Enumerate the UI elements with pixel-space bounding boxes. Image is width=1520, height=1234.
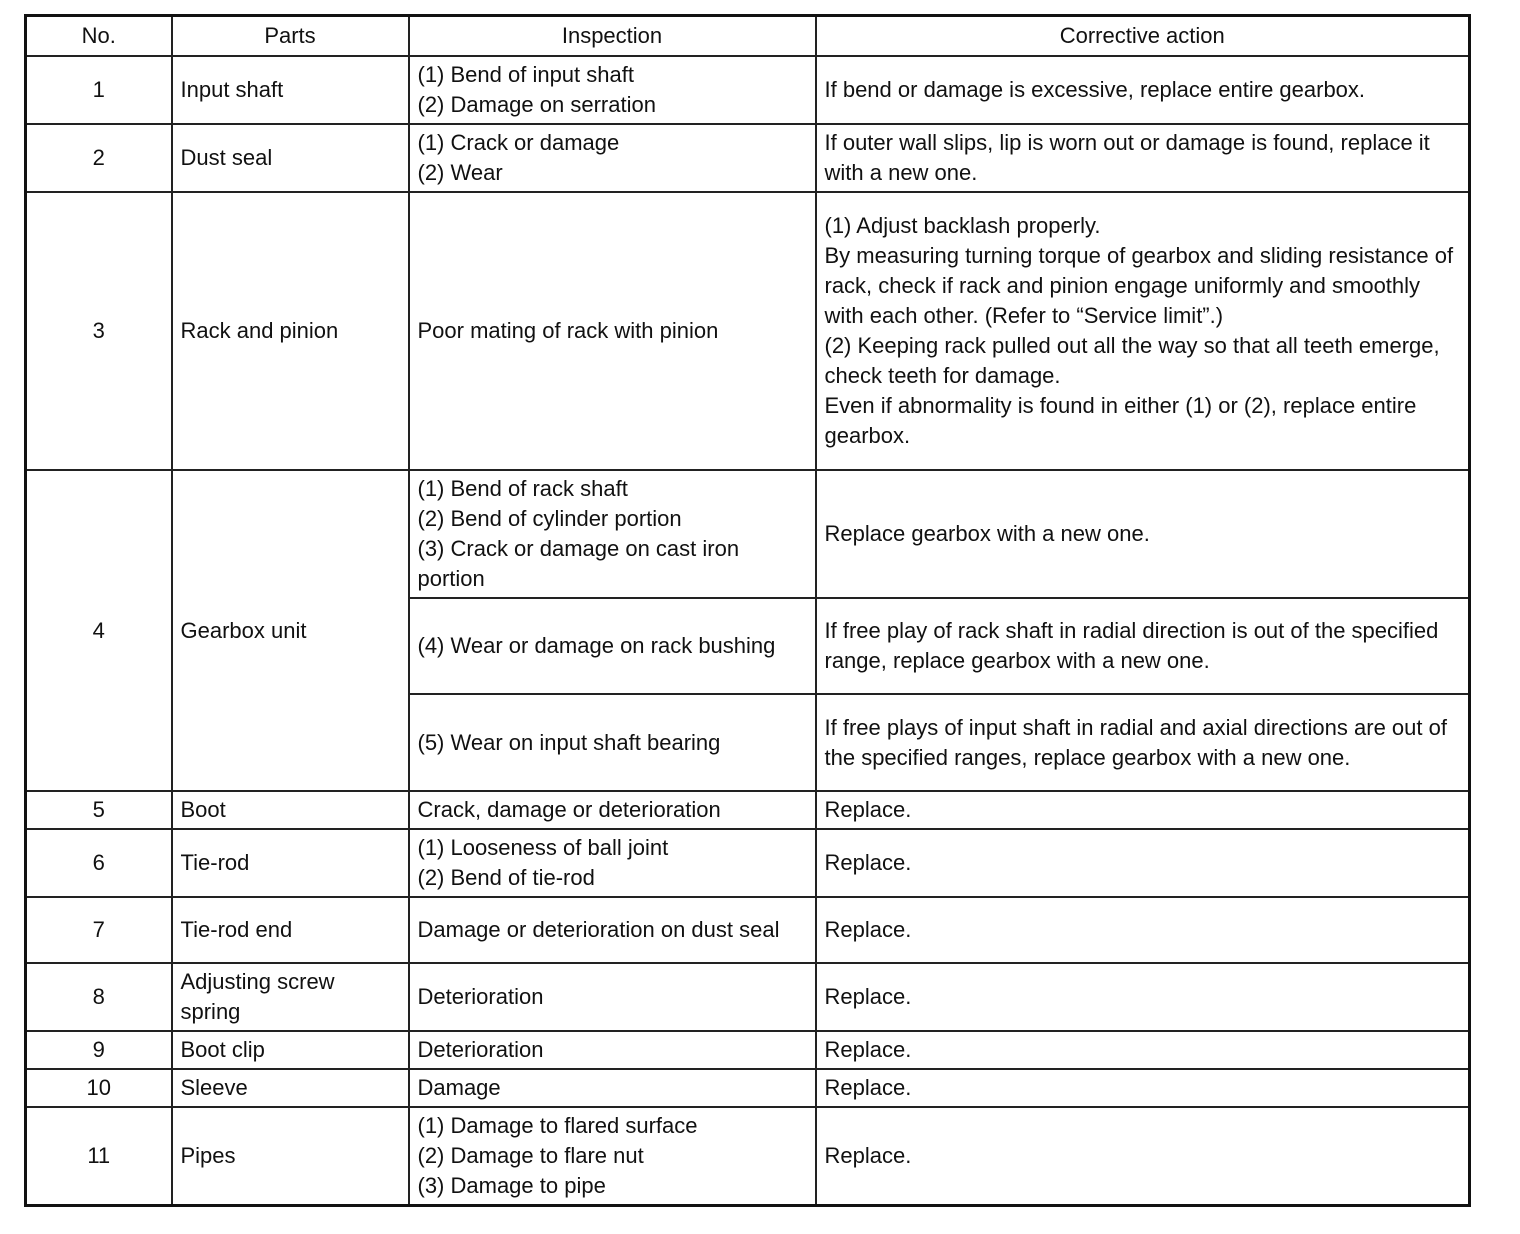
inspection-text: Poor mating of rack with pinion bbox=[409, 192, 816, 470]
row-number: 1 bbox=[26, 56, 172, 124]
part-name: Input shaft bbox=[172, 56, 409, 124]
row-number: 10 bbox=[26, 1069, 172, 1107]
corrective-action-text: Replace. bbox=[816, 1031, 1470, 1069]
part-name: Tie-rod end bbox=[172, 897, 409, 963]
part-name: Rack and pinion bbox=[172, 192, 409, 470]
inspection-text: (1) Bend of input shaft (2) Damage on serration bbox=[409, 56, 816, 124]
table-row bbox=[26, 1031, 1470, 1069]
table-row bbox=[26, 1069, 1470, 1107]
table-row bbox=[26, 192, 1470, 470]
corrective-action-text: (1) Adjust backlash properly. By measuring turning torque of gearbox and sliding resistance of rack, check if rack and pinion engage uniformly and smoothly with each other. (Refer to “Service limit”.) (2) Keeping rack pulled out all the way so that all teeth emerge, check teeth for damage. Even if abnormality is found in either (1) or (2), replace entire gearbox. bbox=[816, 192, 1470, 470]
table-row bbox=[26, 470, 1470, 598]
part-name: Adjusting screw spring bbox=[172, 963, 409, 1031]
table-row bbox=[26, 897, 1470, 963]
inspection-text: Damage or deterioration on dust seal bbox=[409, 897, 816, 963]
corrective-action-text: Replace. bbox=[816, 897, 1470, 963]
corrective-action-text: Replace. bbox=[816, 829, 1470, 897]
header-corrective-action: Corrective action bbox=[816, 16, 1470, 57]
header-inspection: Inspection bbox=[409, 16, 816, 57]
row-number: 11 bbox=[26, 1107, 172, 1206]
table-row bbox=[26, 791, 1470, 829]
corrective-action-text: If bend or damage is excessive, replace entire gearbox. bbox=[816, 56, 1470, 124]
inspection-text: (1) Crack or damage (2) Wear bbox=[409, 124, 816, 192]
table-row bbox=[26, 1107, 1470, 1206]
inspection-text: (4) Wear or damage on rack bushing bbox=[409, 598, 816, 694]
corrective-action-text: If free play of rack shaft in radial direction is out of the specified range, replace gearbox with a new one. bbox=[816, 598, 1470, 694]
part-name: Pipes bbox=[172, 1107, 409, 1206]
table-row bbox=[26, 829, 1470, 897]
corrective-action-text: Replace. bbox=[816, 791, 1470, 829]
inspection-table bbox=[24, 14, 1471, 1207]
row-number: 2 bbox=[26, 124, 172, 192]
row-number: 8 bbox=[26, 963, 172, 1031]
header-no: No. bbox=[26, 16, 172, 57]
corrective-action-text: Replace. bbox=[816, 1069, 1470, 1107]
inspection-text: (5) Wear on input shaft bearing bbox=[409, 694, 816, 791]
table-row bbox=[26, 124, 1470, 192]
part-name: Boot bbox=[172, 791, 409, 829]
inspection-text: (1) Looseness of ball joint (2) Bend of tie-rod bbox=[409, 829, 816, 897]
row-number: 7 bbox=[26, 897, 172, 963]
row-number: 3 bbox=[26, 192, 172, 470]
row-number: 9 bbox=[26, 1031, 172, 1069]
inspection-text: (1) Bend of rack shaft (2) Bend of cylinder portion (3) Crack or damage on cast iron portion bbox=[409, 470, 816, 598]
inspection-text: (1) Damage to flared surface (2) Damage to flare nut (3) Damage to pipe bbox=[409, 1107, 816, 1206]
row-number: 4 bbox=[26, 470, 172, 791]
inspection-text: Deterioration bbox=[409, 963, 816, 1031]
corrective-action-text: Replace. bbox=[816, 1107, 1470, 1206]
part-name: Tie-rod bbox=[172, 829, 409, 897]
header-parts: Parts bbox=[172, 16, 409, 57]
part-name: Sleeve bbox=[172, 1069, 409, 1107]
part-name: Dust seal bbox=[172, 124, 409, 192]
corrective-action-text: Replace gearbox with a new one. bbox=[816, 470, 1470, 598]
inspection-text: Deterioration bbox=[409, 1031, 816, 1069]
part-name: Gearbox unit bbox=[172, 470, 409, 791]
document-page bbox=[24, 14, 1471, 1207]
inspection-text: Damage bbox=[409, 1069, 816, 1107]
inspection-text: Crack, damage or deterioration bbox=[409, 791, 816, 829]
row-number: 5 bbox=[26, 791, 172, 829]
table-row bbox=[26, 56, 1470, 124]
part-name: Boot clip bbox=[172, 1031, 409, 1069]
table-header-row bbox=[26, 16, 1470, 57]
corrective-action-text: Replace. bbox=[816, 963, 1470, 1031]
table-row bbox=[26, 963, 1470, 1031]
row-number: 6 bbox=[26, 829, 172, 897]
corrective-action-text: If free plays of input shaft in radial and axial directions are out of the specified ranges, replace gearbox with a new one. bbox=[816, 694, 1470, 791]
corrective-action-text: If outer wall slips, lip is worn out or damage is found, replace it with a new one. bbox=[816, 124, 1470, 192]
